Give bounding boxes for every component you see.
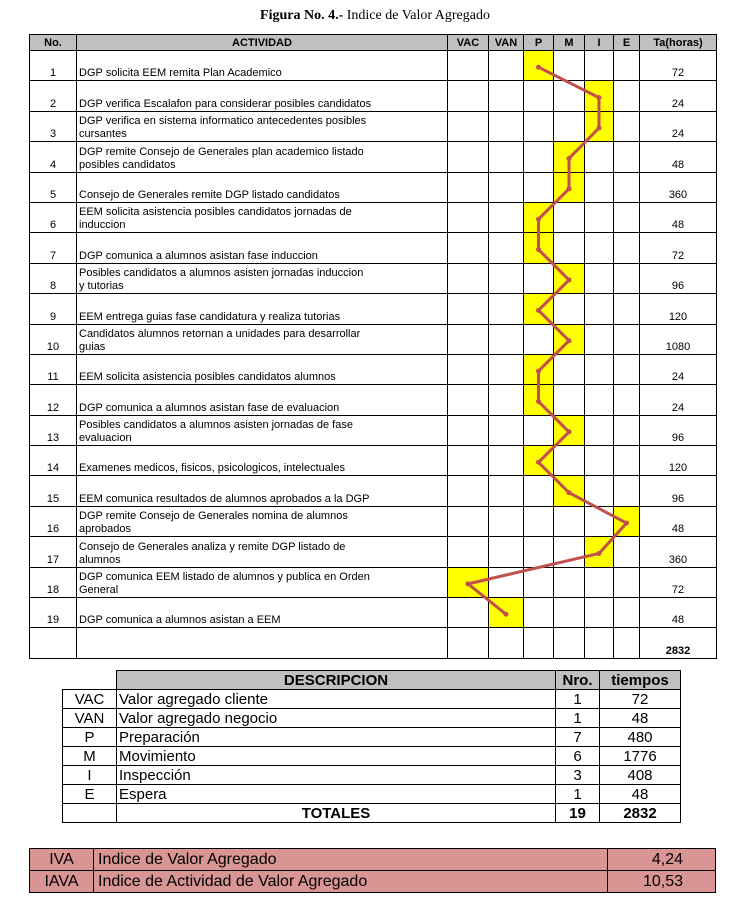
row-activity xyxy=(77,142,448,172)
row-activity xyxy=(77,294,448,324)
total-blank xyxy=(30,628,77,658)
cell-vac xyxy=(448,233,489,263)
cell-vac xyxy=(448,111,489,141)
table-row xyxy=(30,81,717,111)
row-number: 8 xyxy=(30,263,77,293)
table-row xyxy=(30,294,717,324)
activity-line: DGP comunica EEM listado de alumnos y publica en Orden xyxy=(79,571,370,584)
cell-vac xyxy=(448,354,489,384)
header-van: VAN xyxy=(489,35,524,51)
description-nro: 3 xyxy=(556,766,600,785)
cell-i xyxy=(585,598,614,628)
cell-i xyxy=(585,446,614,476)
cell-p xyxy=(524,537,554,567)
cell-vac xyxy=(448,446,489,476)
cell-m xyxy=(554,415,585,445)
cell-m xyxy=(554,263,585,293)
row-number: 13 xyxy=(30,415,77,445)
row-activity xyxy=(77,567,448,597)
header-e: E xyxy=(614,35,640,51)
cell-m xyxy=(554,476,585,506)
cell-e xyxy=(614,506,640,536)
cell-p xyxy=(524,294,554,324)
cell-vac xyxy=(448,263,489,293)
row-number: 7 xyxy=(30,233,77,263)
activity-line: Examenes medicos, fisicos, psicologicos, intelectuales xyxy=(79,462,345,475)
row-number: 10 xyxy=(30,324,77,354)
description-text: Inspección xyxy=(117,766,556,785)
description-text: Preparación xyxy=(117,728,556,747)
cell-i xyxy=(585,172,614,202)
cell-vac xyxy=(448,81,489,111)
activity-table-header xyxy=(30,35,717,51)
cell-p xyxy=(524,446,554,476)
table-row xyxy=(30,324,717,354)
cell-vac xyxy=(448,324,489,354)
activity-table xyxy=(29,34,717,659)
cell-i xyxy=(585,51,614,81)
cell-p xyxy=(524,263,554,293)
cell-i xyxy=(585,567,614,597)
cell-e xyxy=(614,81,640,111)
row-time: 48 xyxy=(640,598,717,628)
description-tiempos: 408 xyxy=(600,766,681,785)
cell-van xyxy=(489,506,524,536)
cell-e xyxy=(614,567,640,597)
cell-van xyxy=(489,537,524,567)
row-time: 72 xyxy=(640,233,717,263)
cell-m xyxy=(554,51,585,81)
cell-i xyxy=(585,476,614,506)
totals-blank xyxy=(63,804,117,823)
cell-m xyxy=(554,202,585,232)
row-activity xyxy=(77,263,448,293)
cell-vac xyxy=(448,172,489,202)
row-number: 6 xyxy=(30,202,77,232)
row-number: 14 xyxy=(30,446,77,476)
description-text: Espera xyxy=(117,785,556,804)
description-nro: 1 xyxy=(556,709,600,728)
row-time: 24 xyxy=(640,81,717,111)
row-number: 17 xyxy=(30,537,77,567)
cell-m xyxy=(554,385,585,415)
description-tiempos: 1776 xyxy=(600,747,681,766)
description-row xyxy=(63,766,681,785)
cell-p xyxy=(524,415,554,445)
cell-m xyxy=(554,506,585,536)
cell-m xyxy=(554,324,585,354)
cell-i xyxy=(585,233,614,263)
cell-p xyxy=(524,598,554,628)
activity-line: DGP remite Consejo de Generales plan academico listado xyxy=(79,145,364,158)
total-blank xyxy=(448,628,489,658)
description-row xyxy=(63,728,681,747)
row-number: 16 xyxy=(30,506,77,536)
description-row xyxy=(63,690,681,709)
header-descripcion: DESCRIPCION xyxy=(117,671,556,690)
cell-m xyxy=(554,567,585,597)
description-table xyxy=(62,670,681,823)
table-row xyxy=(30,537,717,567)
figure-number: Figura No. 4.- xyxy=(260,8,344,23)
cell-m xyxy=(554,446,585,476)
cell-vac xyxy=(448,385,489,415)
table-row xyxy=(30,446,717,476)
cell-vac xyxy=(448,506,489,536)
cell-i xyxy=(585,537,614,567)
table-row xyxy=(30,506,717,536)
cell-p xyxy=(524,354,554,384)
activity-line: evaluacion xyxy=(79,432,132,445)
total-blank xyxy=(614,628,640,658)
row-number: 3 xyxy=(30,111,77,141)
row-activity xyxy=(77,598,448,628)
cell-e xyxy=(614,294,640,324)
row-time: 48 xyxy=(640,142,717,172)
description-tiempos: 72 xyxy=(600,690,681,709)
row-number: 15 xyxy=(30,476,77,506)
activity-line: cursantes xyxy=(79,128,127,141)
activity-line: DGP comunica a alumnos asistan fase de evaluacion xyxy=(79,401,340,414)
table-row xyxy=(30,476,717,506)
totals-label: TOTALES xyxy=(117,804,556,823)
description-nro: 6 xyxy=(556,747,600,766)
index-code: IAVA xyxy=(30,871,94,893)
row-number: 5 xyxy=(30,172,77,202)
cell-e xyxy=(614,598,640,628)
cell-p xyxy=(524,142,554,172)
row-time: 1080 xyxy=(640,324,717,354)
cell-p xyxy=(524,476,554,506)
total-blank xyxy=(585,628,614,658)
cell-m xyxy=(554,354,585,384)
header-vac: VAC xyxy=(448,35,489,51)
activity-line: posibles candidatos xyxy=(79,158,176,171)
activity-line: EEM solicita asistencia posibles candidatos alumnos xyxy=(79,371,336,384)
header-i: I xyxy=(585,35,614,51)
cell-p xyxy=(524,172,554,202)
description-text: Valor agregado negocio xyxy=(117,709,556,728)
cell-vac xyxy=(448,537,489,567)
cell-vac xyxy=(448,142,489,172)
index-label: Indice de Valor Agregado xyxy=(94,849,608,871)
table-row xyxy=(30,111,717,141)
row-activity xyxy=(77,446,448,476)
activity-line: Candidatos alumnos retornan a unidades para desarrollar xyxy=(79,327,361,340)
row-activity xyxy=(77,415,448,445)
cell-vac xyxy=(448,294,489,324)
cell-m xyxy=(554,294,585,324)
index-table xyxy=(29,848,716,893)
cell-van xyxy=(489,567,524,597)
row-activity xyxy=(77,385,448,415)
row-number: 12 xyxy=(30,385,77,415)
activity-line: alumnos xyxy=(79,553,121,566)
cell-van xyxy=(489,81,524,111)
activity-line: Consejo de Generales remite DGP listado candidatos xyxy=(79,188,340,201)
description-header-blank xyxy=(63,671,117,690)
index-value: 10,53 xyxy=(608,871,716,893)
activity-line: induccion xyxy=(79,219,126,232)
table-row xyxy=(30,598,717,628)
cell-e xyxy=(614,142,640,172)
total-blank xyxy=(489,628,524,658)
figure-caption xyxy=(0,8,750,24)
cell-van xyxy=(489,294,524,324)
activity-line: DGP verifica Escalafon para considerar posibles candidatos xyxy=(79,97,372,110)
row-number: 4 xyxy=(30,142,77,172)
header-actividad: ACTIVIDAD xyxy=(77,35,448,51)
description-header xyxy=(63,671,681,690)
row-activity xyxy=(77,81,448,111)
cell-van xyxy=(489,202,524,232)
table-row xyxy=(30,142,717,172)
cell-m xyxy=(554,172,585,202)
table-row xyxy=(30,415,717,445)
description-code: E xyxy=(63,785,117,804)
row-activity xyxy=(77,202,448,232)
cell-e xyxy=(614,172,640,202)
row-activity xyxy=(77,51,448,81)
table-row xyxy=(30,233,717,263)
cell-p xyxy=(524,506,554,536)
activity-line: DGP comunica a alumnos asistan fase induccion xyxy=(79,249,318,262)
cell-van xyxy=(489,415,524,445)
row-number: 19 xyxy=(30,598,77,628)
cell-e xyxy=(614,354,640,384)
cell-p xyxy=(524,81,554,111)
description-tiempos: 48 xyxy=(600,785,681,804)
row-time: 24 xyxy=(640,385,717,415)
cell-p xyxy=(524,233,554,263)
table-row xyxy=(30,567,717,597)
cell-m xyxy=(554,233,585,263)
cell-p xyxy=(524,111,554,141)
table-row xyxy=(30,354,717,384)
row-time: 24 xyxy=(640,111,717,141)
header-m: M xyxy=(554,35,585,51)
header-tiempos: tiempos xyxy=(600,671,681,690)
cell-p xyxy=(524,202,554,232)
cell-i xyxy=(585,111,614,141)
activity-line: EEM comunica resultados de alumnos aprobados a la DGP xyxy=(79,492,370,505)
cell-van xyxy=(489,142,524,172)
cell-i xyxy=(585,294,614,324)
cell-van xyxy=(489,233,524,263)
row-time: 120 xyxy=(640,294,717,324)
cell-i xyxy=(585,202,614,232)
row-time: 48 xyxy=(640,202,717,232)
description-text: Movimiento xyxy=(117,747,556,766)
activity-line: DGP comunica a alumnos asistan a EEM xyxy=(79,614,281,627)
activity-line: y tutorias xyxy=(79,280,124,293)
description-code: VAC xyxy=(63,690,117,709)
activity-line: aprobados xyxy=(79,523,131,536)
cell-e xyxy=(614,111,640,141)
row-time: 48 xyxy=(640,506,717,536)
cell-p xyxy=(524,51,554,81)
description-totals-row xyxy=(63,804,681,823)
activity-line: DGP solicita EEM remita Plan Academico xyxy=(79,67,282,80)
table-row xyxy=(30,263,717,293)
table-row xyxy=(30,385,717,415)
index-label: Indice de Actividad de Valor Agregado xyxy=(94,871,608,893)
description-code: M xyxy=(63,747,117,766)
total-blank xyxy=(77,628,448,658)
description-row xyxy=(63,785,681,804)
cell-van xyxy=(489,263,524,293)
cell-e xyxy=(614,476,640,506)
row-activity xyxy=(77,354,448,384)
cell-m xyxy=(554,111,585,141)
description-code: I xyxy=(63,766,117,785)
description-nro: 1 xyxy=(556,785,600,804)
index-row xyxy=(30,849,716,871)
cell-van xyxy=(489,476,524,506)
cell-e xyxy=(614,385,640,415)
activity-line: Posibles candidatos a alumnos asisten jornadas de fase xyxy=(79,419,353,432)
row-time: 120 xyxy=(640,446,717,476)
row-time: 72 xyxy=(640,567,717,597)
description-nro: 7 xyxy=(556,728,600,747)
cell-i xyxy=(585,506,614,536)
index-row xyxy=(30,871,716,893)
row-number: 2 xyxy=(30,81,77,111)
row-activity xyxy=(77,324,448,354)
cell-van xyxy=(489,172,524,202)
activity-line: DGP verifica en sistema informatico antecedentes posibles xyxy=(79,115,367,128)
activity-line: DGP remite Consejo de Generales nomina de alumnos xyxy=(79,510,348,523)
cell-i xyxy=(585,415,614,445)
index-code: IVA xyxy=(30,849,94,871)
row-time: 24 xyxy=(640,354,717,384)
cell-van xyxy=(489,598,524,628)
row-activity xyxy=(77,476,448,506)
row-activity xyxy=(77,172,448,202)
row-time: 72 xyxy=(640,51,717,81)
description-row xyxy=(63,709,681,728)
total-blank xyxy=(524,628,554,658)
row-number: 11 xyxy=(30,354,77,384)
index-value: 4,24 xyxy=(608,849,716,871)
cell-van xyxy=(489,385,524,415)
activity-line: EEM entrega guias fase candidatura y realiza tutorias xyxy=(79,310,341,323)
cell-vac xyxy=(448,598,489,628)
cell-i xyxy=(585,324,614,354)
cell-i xyxy=(585,81,614,111)
row-time: 360 xyxy=(640,172,717,202)
cell-van xyxy=(489,446,524,476)
cell-vac xyxy=(448,202,489,232)
row-time: 96 xyxy=(640,263,717,293)
row-activity xyxy=(77,537,448,567)
cell-p xyxy=(524,385,554,415)
cell-vac xyxy=(448,567,489,597)
totals-tiempos: 2832 xyxy=(600,804,681,823)
cell-m xyxy=(554,598,585,628)
description-text: Valor agregado cliente xyxy=(117,690,556,709)
table-row xyxy=(30,51,717,81)
cell-e xyxy=(614,51,640,81)
row-number: 18 xyxy=(30,567,77,597)
row-time: 96 xyxy=(640,415,717,445)
cell-vac xyxy=(448,51,489,81)
activity-line: Consejo de Generales analiza y remite DGP listado de xyxy=(79,540,346,553)
description-code: VAN xyxy=(63,709,117,728)
cell-vac xyxy=(448,415,489,445)
description-row xyxy=(63,747,681,766)
table-row xyxy=(30,202,717,232)
total-row xyxy=(30,628,717,658)
cell-p xyxy=(524,324,554,354)
row-number: 9 xyxy=(30,294,77,324)
row-number: 1 xyxy=(30,51,77,81)
figure-title: Indice de Valor Agregado xyxy=(343,8,490,23)
cell-m xyxy=(554,142,585,172)
header-p: P xyxy=(524,35,554,51)
activity-table-container xyxy=(29,34,716,657)
cell-e xyxy=(614,446,640,476)
row-activity xyxy=(77,111,448,141)
cell-van xyxy=(489,324,524,354)
cell-e xyxy=(614,415,640,445)
row-activity xyxy=(77,233,448,263)
cell-i xyxy=(585,263,614,293)
header-nro: Nro. xyxy=(556,671,600,690)
description-code: P xyxy=(63,728,117,747)
cell-van xyxy=(489,111,524,141)
description-tiempos: 48 xyxy=(600,709,681,728)
row-time: 96 xyxy=(640,476,717,506)
cell-e xyxy=(614,263,640,293)
description-nro: 1 xyxy=(556,690,600,709)
cell-i xyxy=(585,385,614,415)
table-row xyxy=(30,172,717,202)
total-blank xyxy=(554,628,585,658)
cell-van xyxy=(489,51,524,81)
activity-line: Posibles candidatos a alumnos asisten jornadas induccion xyxy=(79,267,364,280)
cell-e xyxy=(614,202,640,232)
cell-m xyxy=(554,537,585,567)
cell-i xyxy=(585,142,614,172)
cell-m xyxy=(554,81,585,111)
cell-p xyxy=(524,567,554,597)
header-time: Ta(horas) xyxy=(640,35,717,51)
cell-vac xyxy=(448,476,489,506)
cell-e xyxy=(614,324,640,354)
cell-van xyxy=(489,354,524,384)
row-activity xyxy=(77,506,448,536)
totals-nro: 19 xyxy=(556,804,600,823)
total-time: 2832 xyxy=(640,628,717,658)
row-time: 360 xyxy=(640,537,717,567)
activity-line: General xyxy=(79,584,119,597)
cell-e xyxy=(614,233,640,263)
header-no: No. xyxy=(30,35,77,51)
activity-line: EEM solicita asistencia posibles candidatos jornadas de xyxy=(79,206,352,219)
description-tiempos: 480 xyxy=(600,728,681,747)
cell-i xyxy=(585,354,614,384)
activity-line: guias xyxy=(79,340,106,353)
cell-e xyxy=(614,537,640,567)
